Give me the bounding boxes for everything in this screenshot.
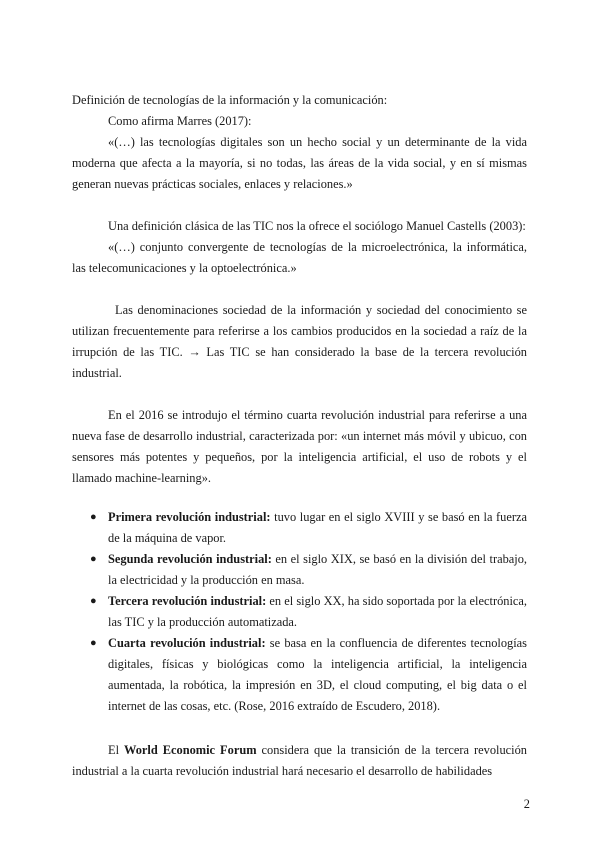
marres-quote: «(…) las tecnologías digitales son un hecho social y un determinante de la vida moderna que afecta a la mayoría, si no todas, las áreas de la vida social, y en sí mismas generan nuevas prácticas sociales, enlaces y relaciones.» bbox=[72, 135, 527, 191]
bullet-icon: ● bbox=[90, 637, 97, 649]
castells-intro: Una definición clásica de las TIC nos la ofrece el sociólogo Manuel Castells (2003): bbox=[108, 219, 526, 233]
revolution-item-1 bbox=[90, 507, 527, 549]
bullet-icon: ● bbox=[90, 553, 97, 565]
revolution-description: tuvo lugar en el siglo XVIII y se basó en la fuerza de la máquina de vapor. bbox=[108, 510, 527, 545]
revolution-item-2 bbox=[90, 549, 527, 591]
wef-suffix: considera que la transición de la tercera revolución industrial a la cuarta revolución industrial hará necesario el desarrollo de habilidades bbox=[72, 743, 527, 778]
wef-paragraph bbox=[72, 740, 527, 782]
revolution-term: Cuarta revolución industrial: bbox=[108, 636, 266, 650]
wef-name: World Economic Forum bbox=[124, 743, 257, 757]
marres-intro: Como afirma Marres (2017): bbox=[108, 114, 252, 128]
section-heading: Definición de tecnologías de la información y la comunicación: bbox=[72, 93, 388, 107]
wef-prefix: El bbox=[108, 743, 125, 757]
castells-quote: «(…) conjunto convergente de tecnologías de la microelectrónica, la informática, las telecomunicaciones y la optoelectrónica.» bbox=[72, 240, 527, 275]
revolutions-list bbox=[90, 507, 527, 717]
revolution-term: Tercera revolución industrial: bbox=[108, 594, 267, 608]
cuarta-revolucion-paragraph: En el 2016 se introdujo el término cuarta revolución industrial para referirse a una nueva fase de desarrollo industrial, caracterizada por: «un internet más móvil y ubicuo, con sensores más potentes y pequeños, por la inteligencia artificial, el uso de robots y el llamado machine-learning». bbox=[72, 408, 527, 485]
revolution-description: en el siglo XIX, se basó en la división del trabajo, la electricidad y la producción en masa. bbox=[108, 552, 527, 587]
bullet-icon: ● bbox=[90, 511, 97, 523]
revolution-description: se basa en la confluencia de diferentes tecnologías digitales, físicas y biológicas como la inteligencia artificial, la inteligencia aumentada, la robótica, la impresión en 3D, el cloud computing, el big data o el internet de las cosas, etc. (Rose, 2016 extraído de Escudero, 2018). bbox=[108, 636, 527, 713]
page-number: 2 bbox=[523, 797, 530, 811]
bullet-icon: ● bbox=[90, 595, 97, 607]
revolution-term: Primera revolución industrial: bbox=[108, 510, 271, 524]
revolution-term: Segunda revolución industrial: bbox=[108, 552, 272, 566]
denominaciones-paragraph: Las denominaciones sociedad de la información y sociedad del conocimiento se utilizan frecuentemente para referirse a los cambios producidos en la sociedad a raíz de la irrupción de las TIC. → Las TIC se han considerado la base de la tercera revolución industrial. bbox=[72, 303, 527, 380]
revolution-item-3 bbox=[90, 591, 527, 633]
revolution-item-4 bbox=[90, 633, 527, 717]
revolution-description: en el siglo XX, ha sido soportada por la electrónica, las TIC y la producción automatizada. bbox=[108, 594, 527, 629]
